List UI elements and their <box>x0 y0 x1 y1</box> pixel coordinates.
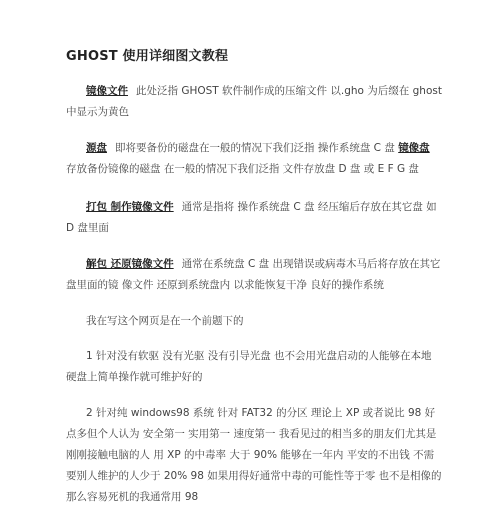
term-pack: 打包 制作镜像文件 <box>86 201 174 213</box>
paragraph-point-1 <box>66 346 442 388</box>
term-image-file: 镜像文件 <box>86 85 128 97</box>
paragraph-text: 即将要备份的磁盘在一般的情况下我们泛指 操作系统盘 C 盘 <box>115 142 395 154</box>
paragraph-text: 我在写这个网页是在一个前题下的 <box>86 315 244 327</box>
paragraph-text: 1 针对没有软驱 没有光驱 没有引导光盘 也不会用光盘启动的人能够在本地硬盘上简单操作就可维护好的 <box>66 350 432 383</box>
paragraph-pack <box>66 197 442 239</box>
paragraph-point-2 <box>66 403 442 508</box>
term-image-disk: 镜像盘 <box>398 142 430 154</box>
document-title: GHOST 使用详细图文教程 <box>66 49 229 64</box>
paragraph-text: 2 针对纯 windows98 系统 针对 FAT32 的分区 理论上 XP 或者说比 98 好点多但个人认为 安全第一 实用第一 速度第一 我看见过的相当多的朋友们尤其是刚刚接触电脑的人 用 XP 的中毒率 大于 90% 能够在一年内 平安的不出钱 不需要别人维护的人少于 20% 98 如果用得好通常中毒的可能性等于零 也不是相像的那么容易死机的我通常用 98 <box>66 407 442 503</box>
paragraph-image-file <box>66 81 442 123</box>
term-unpack: 解包 还原镜像文件 <box>86 258 174 270</box>
paragraph-premise <box>66 311 442 332</box>
paragraph-text: 通常是指将 操作系统盘 C 盘 经压缩后存放在其它盘 如 D 盘里面 <box>66 201 437 234</box>
term-source-disk: 源盘 <box>86 142 107 154</box>
paragraph-text: 通常在系统盘 C 盘 出现错误或病毒木马后将存放在其它盘里面的镜 像文件 还原到系统盘内 以求能恢复干净 良好的操作系统 <box>66 258 441 291</box>
paragraph-text: 存放备份镜像的磁盘 在一般的情况下我们泛指 文件存放盘 D 盘 或 E F G 盘 <box>66 163 419 175</box>
paragraph-text: 此处泛指 GHOST 软件制作成的压缩文件 以.gho 为后缀在 ghost 中显示为黄色 <box>66 85 442 118</box>
paragraph-source-disk <box>66 138 442 180</box>
paragraph-unpack <box>66 254 442 296</box>
